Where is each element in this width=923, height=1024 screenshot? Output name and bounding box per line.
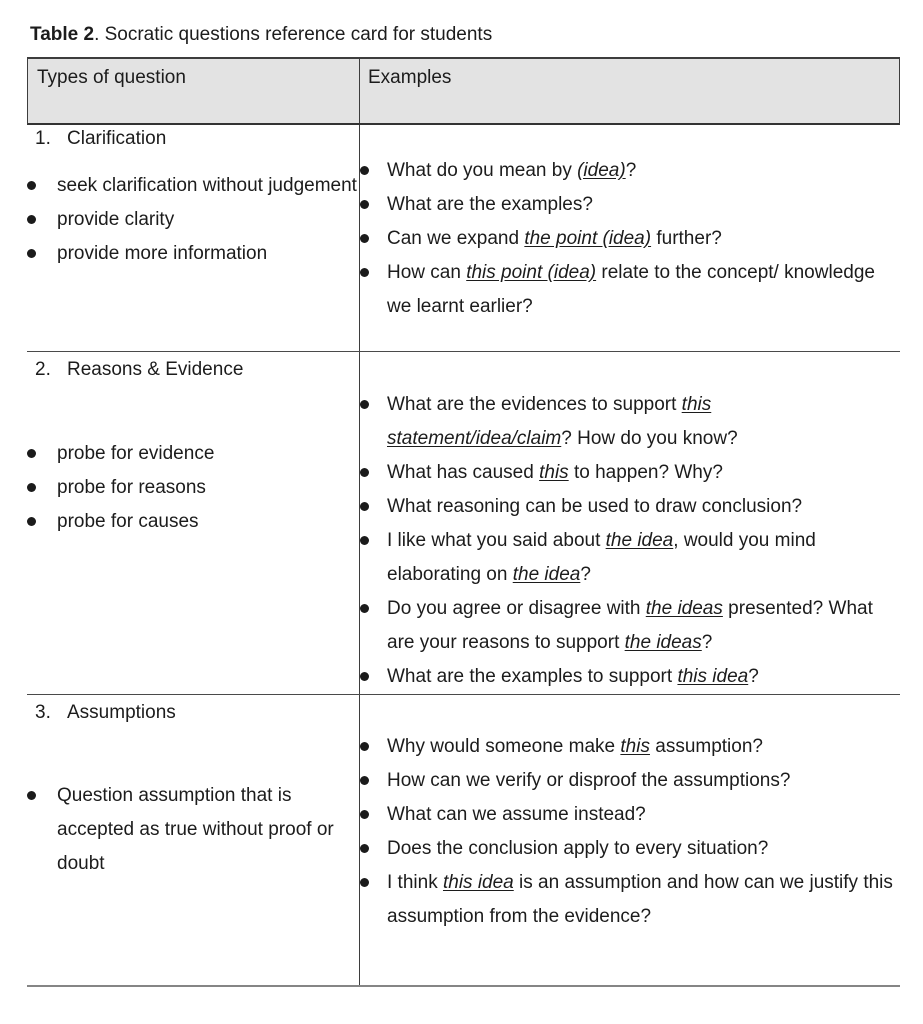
emphasized-term: this idea (442, 872, 514, 893)
bullet-dot-icon (360, 166, 369, 175)
section-number: 2. (35, 359, 51, 380)
type-item (27, 505, 359, 539)
bullet-dot-icon (360, 468, 369, 477)
emphasized-term: this idea (677, 666, 749, 687)
example-item (360, 866, 900, 934)
emphasized-term: this (620, 736, 650, 757)
type-item (27, 471, 359, 505)
text-run: probe for causes (57, 511, 199, 532)
section-number: 1. (35, 128, 51, 149)
text-run: ? (625, 160, 637, 181)
text-run: seek clarification without judgement (57, 175, 357, 196)
examples-cell (360, 695, 900, 985)
text-run: presented? What are your reasons to support (387, 598, 873, 653)
section-heading (27, 699, 359, 727)
emphasized-term: (idea) (577, 160, 626, 181)
text-run: How can (387, 262, 467, 283)
examples-list (360, 154, 900, 324)
example-item (360, 730, 900, 764)
emphasized-term: this statement/idea/claim (387, 394, 712, 449)
column-header-examples: Examples (368, 67, 452, 88)
bullet-dot-icon (360, 268, 369, 277)
text-run: What reasoning can be used to draw conclusion? (387, 496, 803, 517)
bullet-dot-icon (360, 844, 369, 853)
example-item (360, 456, 900, 490)
text-run: Can we expand (387, 228, 525, 249)
example-item (360, 798, 900, 832)
example-item (360, 188, 900, 222)
example-item (360, 592, 900, 660)
bullet-dot-icon (27, 483, 36, 492)
type-item (27, 779, 359, 881)
emphasized-term: the ideas (624, 632, 702, 653)
example-item (360, 832, 900, 866)
text-run: probe for evidence (57, 443, 215, 464)
bullet-dot-icon (360, 400, 369, 409)
section-heading (27, 356, 359, 384)
emphasized-term: this point (idea) (466, 262, 597, 283)
bullet-dot-icon (360, 672, 369, 681)
text-run: How can we verify or disproof the assumptions? (387, 770, 791, 791)
text-run: Do you agree or disagree with (387, 598, 646, 619)
example-item (360, 524, 900, 592)
text-run: Question assumption that is accepted as true without proof or doubt (57, 785, 334, 874)
types-list (27, 169, 359, 271)
bullet-dot-icon (360, 502, 369, 511)
text-run: What can we assume instead? (387, 804, 646, 825)
text-run: Does the conclusion apply to every situation? (387, 838, 769, 859)
emphasized-term: the ideas (645, 598, 723, 619)
type-item (27, 169, 359, 203)
table-caption (30, 23, 900, 47)
text-run: What do you mean by (387, 160, 578, 181)
table-header-row (27, 57, 900, 125)
example-item (360, 764, 900, 798)
type-item (27, 437, 359, 471)
bullet-dot-icon (360, 604, 369, 613)
text-run: ? (701, 632, 713, 653)
text-run: I think (387, 872, 443, 893)
bullet-dot-icon (27, 181, 36, 190)
bullet-dot-icon (27, 249, 36, 258)
examples-list (360, 730, 900, 934)
text-run: What are the examples to support (387, 666, 678, 687)
bullet-dot-icon (360, 776, 369, 785)
example-item (360, 222, 900, 256)
section-heading (27, 125, 359, 153)
section-number: 3. (35, 702, 51, 723)
examples-list (360, 388, 900, 694)
text-run: provide clarity (57, 209, 175, 230)
text-run: ? (748, 666, 759, 687)
types-list (27, 779, 359, 881)
text-run: I like what you said about (387, 530, 606, 551)
example-item (360, 256, 900, 324)
text-run: is an assumption and how can we justify this assumption from the evidence? (387, 872, 893, 927)
table-section-row (27, 352, 900, 695)
socratic-questions-table (27, 57, 900, 987)
emphasized-term: the idea (512, 564, 581, 585)
bullet-dot-icon (360, 878, 369, 887)
text-run: assumption? (649, 736, 763, 757)
types-cell (27, 352, 360, 694)
text-run: relate to the concept/ knowledge we learnt earlier? (387, 262, 875, 317)
bullet-dot-icon (27, 791, 36, 800)
text-run: to happen? Why? (568, 462, 723, 483)
types-list (27, 437, 359, 539)
bullet-dot-icon (27, 517, 36, 526)
example-item (360, 660, 900, 694)
text-run: ? (580, 564, 591, 585)
examples-cell (360, 125, 900, 351)
column-header-types: Types of question (28, 59, 360, 123)
table-section-row (27, 125, 900, 352)
emphasized-term: the point (idea) (524, 228, 652, 249)
emphasized-term: the idea (605, 530, 674, 551)
bullet-dot-icon (360, 810, 369, 819)
bullet-dot-icon (27, 449, 36, 458)
example-item (360, 388, 900, 456)
types-cell (27, 695, 360, 985)
example-item (360, 490, 900, 524)
table-caption-text: . Socratic questions reference card for students (94, 24, 493, 45)
text-run: ? How do you know? (561, 428, 738, 449)
bullet-dot-icon (360, 234, 369, 243)
text-run: What are the examples? (387, 194, 593, 215)
bullet-dot-icon (360, 200, 369, 209)
section-title: Clarification (67, 128, 167, 149)
bullet-dot-icon (27, 215, 36, 224)
text-run: What are the evidences to support (387, 394, 682, 415)
section-title: Assumptions (67, 702, 176, 723)
text-run: probe for reasons (57, 477, 206, 498)
type-item (27, 203, 359, 237)
examples-cell (360, 352, 900, 694)
text-run: What has caused (387, 462, 540, 483)
text-run: Why would someone make (387, 736, 621, 757)
table-body (27, 125, 900, 987)
section-title: Reasons & Evidence (67, 359, 244, 380)
text-run: further? (651, 228, 722, 249)
bullet-dot-icon (360, 742, 369, 751)
example-item (360, 154, 900, 188)
table-section-row (27, 695, 900, 987)
text-run: , would you mind elaborating on (387, 530, 816, 585)
text-run: provide more information (57, 243, 268, 264)
emphasized-term: this (539, 462, 569, 483)
types-cell (27, 125, 360, 351)
table-caption-label: Table 2 (30, 24, 95, 45)
type-item (27, 237, 359, 271)
bullet-dot-icon (360, 536, 369, 545)
